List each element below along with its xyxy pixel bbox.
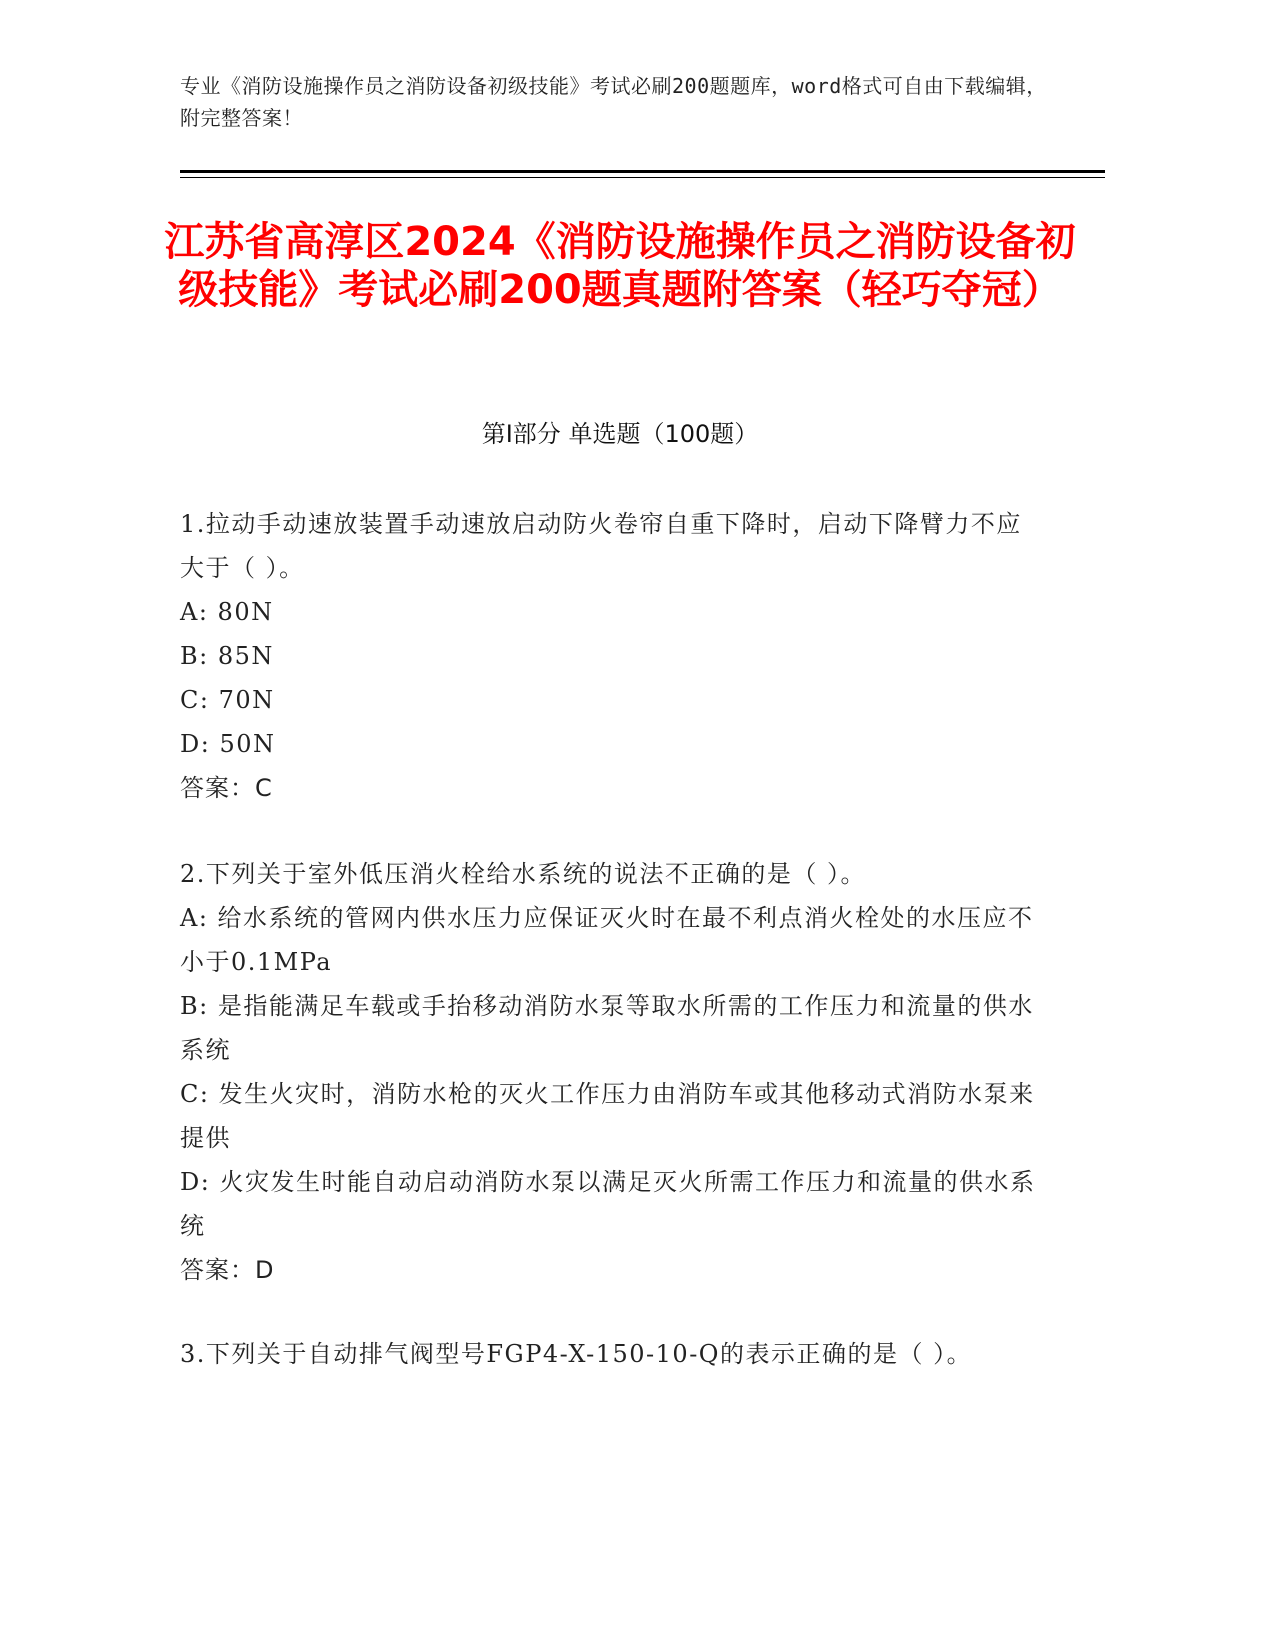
option-b: B: 85N [180, 642, 274, 670]
question-1 [180, 502, 1040, 810]
option-a: A: 80N [180, 598, 274, 626]
header-rule-thick [180, 170, 1105, 173]
option-a: A: 给水系统的管网内供水压力应保证灭火时在最不利点消火栓处的水压应不小于0.1MPa [180, 904, 1034, 976]
section-title: 第I部分 单选题（100题） [481, 420, 759, 448]
option-c: C: 发生火灾时，消防水枪的灭火工作压力由消防车或其他移动式消防水泵来提供 [180, 1080, 1035, 1152]
question-2 [180, 852, 1040, 1292]
answer: 答案：C [180, 774, 273, 802]
option-c: C: 70N [180, 686, 275, 714]
option-d: D: 火灾发生时能自动启动消防水泵以满足灭火所需工作压力和流量的供水系统 [180, 1168, 1036, 1240]
header-rule-thin [180, 177, 1105, 178]
question-stem: 1.拉动手动速放装置手动速放启动防火卷帘自重下降时，启动下降臂力不应大于（ ）。 [180, 510, 1022, 582]
answer: 答案：D [180, 1256, 275, 1284]
question-3 [180, 1332, 1040, 1376]
document-title: 江苏省高淳区2024《消防设施操作员之消防设备初级技能》考试必刷200题真题附答案（轻巧夺冠） [164, 219, 1076, 313]
option-b: B: 是指能满足车载或手抬移动消防水泵等取水所需的工作压力和流量的供水系统 [180, 992, 1034, 1064]
question-stem: 3.下列关于自动排气阀型号FGP4-X-150-10-Q的表示正确的是（ ）。 [180, 1340, 973, 1368]
header-note: 专业《消防设施操作员之消防设备初级技能》考试必刷200题题库，word格式可自由下载编辑，附完整答案！ [180, 74, 1047, 130]
option-d: D: 50N [180, 730, 276, 758]
question-stem: 2.下列关于室外低压消火栓给水系统的说法不正确的是（ ）。 [180, 860, 867, 888]
